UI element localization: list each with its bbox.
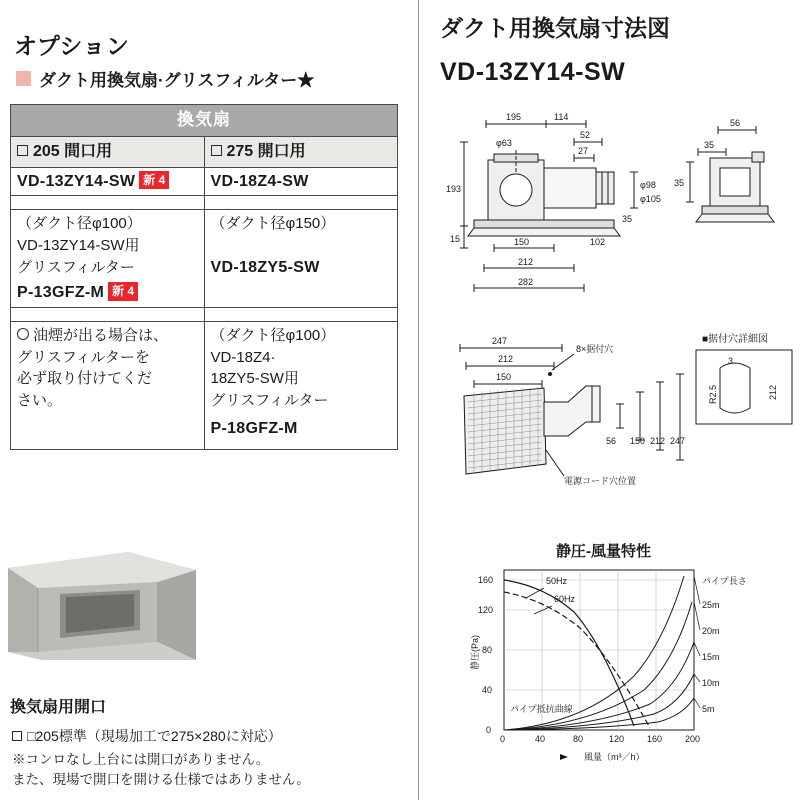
opening-line1 [12,726,282,746]
new-badge: 新 4 [139,171,169,189]
table-header-row [11,105,398,137]
oil-note-line1 [17,325,198,347]
svg-text:120: 120 [609,734,625,744]
oil-note-line3: 必ず取り付けてくだ [17,370,153,388]
svg-text:0: 0 [500,734,506,744]
svg-text:150: 150 [496,372,512,382]
row2-col1 [11,210,205,308]
column-divider [418,0,419,800]
oil-note-text1: 油煙が出る場合は、 [33,326,169,344]
pink-square-icon [16,71,31,86]
svg-text:静圧(Pa): 静圧(Pa) [470,634,480,670]
svg-text:風量（m³／h）: 風量（m³／h） [584,752,645,762]
svg-text:160: 160 [647,734,663,744]
svg-text:35: 35 [622,214,633,224]
table-header-label: 換気扇 [11,105,398,137]
svg-text:212: 212 [498,354,514,364]
svg-text:35: 35 [674,178,685,188]
subheader-col1 [11,136,205,167]
model-code: VD-18Z4-SW [210,172,309,190]
spacer-cell-2 [204,307,398,321]
svg-text:15m: 15m [702,652,720,662]
svg-text:282: 282 [518,277,534,287]
spacer-cell-1 [11,196,205,210]
svg-text:52: 52 [580,130,591,140]
option-subtitle [16,66,314,91]
dimensions-title: ダクト用換気扇寸法図 [440,15,670,41]
svg-text:212: 212 [518,257,534,267]
spacer-row [11,307,398,321]
model-code: P-18GFZ-M [210,419,298,437]
checkbox-icon [17,145,28,156]
svg-text:56: 56 [606,436,617,446]
svg-text:R2.5: R2.5 [708,384,718,404]
svg-text:電源コード穴位置: 電源コード穴位置 [564,476,637,486]
svg-text:150: 150 [630,436,646,446]
option-title: オプション [14,33,130,59]
option-subtitle-label: ダクト用換気扇·グリスフィルター★ [39,71,315,90]
duct-size-1: （ダクト径φ100） [17,215,142,233]
svg-text:35: 35 [704,140,715,150]
row3-col2 [204,321,398,449]
svg-text:212: 212 [768,384,778,400]
table-subheader-row [11,136,398,167]
filter-for-line4: 18ZY5-SW用 [210,370,299,388]
svg-text:25m: 25m [702,600,720,610]
opening-title: 換気扇用開口 [10,699,107,716]
svg-text:φ105: φ105 [640,194,661,204]
duct-size-2: （ダクト径φ150） [210,215,336,233]
filter-for-line2: グリスフィルター [17,258,135,276]
svg-text:5m: 5m [702,704,715,714]
spacer-row [11,196,398,210]
svg-text:φ98: φ98 [640,180,656,190]
model-code: VD-18ZY5-SW [210,258,320,276]
static-pressure-chart [434,556,798,786]
fan-mid-drawing [434,324,798,524]
svg-text:50Hz: 50Hz [546,576,568,586]
svg-text:3: 3 [728,356,734,366]
svg-text:80: 80 [482,645,493,655]
subheader-col2-label: 275 開口用 [226,142,306,160]
circle-icon [17,328,29,340]
opening-line2: ※コンロなし上台には開口がありません。 [12,752,270,767]
dimensions-model: VD-13ZY14-SW [440,58,626,86]
svg-text:27: 27 [578,146,589,156]
svg-text:40: 40 [482,685,493,695]
svg-text:0: 0 [486,725,492,735]
svg-text:■据付穴詳細図: ■据付穴詳細図 [702,334,769,345]
new-badge: 新 4 [108,282,138,300]
svg-text:56: 56 [730,118,741,128]
svg-text:150: 150 [514,237,530,247]
svg-text:パイプ抵抗曲線: パイプ抵抗曲線 [510,704,573,714]
fan-options-table [10,104,398,450]
oil-note-line2: グリスフィルターを [17,348,150,366]
svg-text:247: 247 [670,436,686,446]
svg-text:60Hz: 60Hz [554,594,576,604]
svg-text:200: 200 [685,734,701,744]
fan-top-drawing [434,96,798,326]
spacer-cell-1 [11,307,205,321]
table-row [11,167,398,196]
svg-text:193: 193 [446,184,462,194]
row2-col2 [204,210,398,308]
spacer-cell-2 [204,196,398,210]
svg-text:8×据付穴: 8×据付穴 [576,344,614,354]
svg-text:247: 247 [492,336,508,346]
table-row [11,210,398,308]
counter-opening-photo [8,548,196,676]
svg-text:114: 114 [554,112,569,122]
row3-col1 [11,321,205,449]
checkbox-icon [12,731,22,741]
right-column [428,0,800,800]
svg-text:パイプ長さ: パイプ長さ [702,576,747,586]
row1-col2 [204,167,398,196]
model-code: P-13GFZ-M [17,284,105,302]
row1-col1 [11,167,205,196]
svg-text:120: 120 [478,605,494,615]
svg-text:212: 212 [650,436,666,446]
chart-title: 静圧-風量特性 [556,543,651,560]
svg-text:10m: 10m [702,678,720,688]
svg-text:40: 40 [535,734,546,744]
svg-text:80: 80 [573,734,584,744]
filter-for-line5: グリスフィルター [210,392,329,410]
oil-note-line4: さい。 [17,392,63,410]
table-row [11,321,398,449]
svg-text:160: 160 [478,575,494,585]
duct-size-3: （ダクト径φ100） [210,326,336,344]
filter-for-line1: VD-13ZY14-SW用 [17,236,140,254]
subheader-col2 [204,136,398,167]
svg-text:φ63: φ63 [496,138,512,148]
subheader-col1-label: 205 間口用 [33,142,113,160]
opening-line3: また、現場で開口を開ける仕様ではありません。 [12,772,310,787]
opening-line1-label: □205標準（現場加工で275×280に対応） [27,728,282,744]
svg-text:195: 195 [506,112,522,122]
filter-for-line3: VD-18Z4· [210,348,276,366]
model-code: VD-13ZY14-SW [17,172,136,190]
svg-text:15: 15 [450,234,461,244]
svg-text:102: 102 [590,237,606,247]
svg-text:20m: 20m [702,626,720,636]
checkbox-icon [211,145,222,156]
